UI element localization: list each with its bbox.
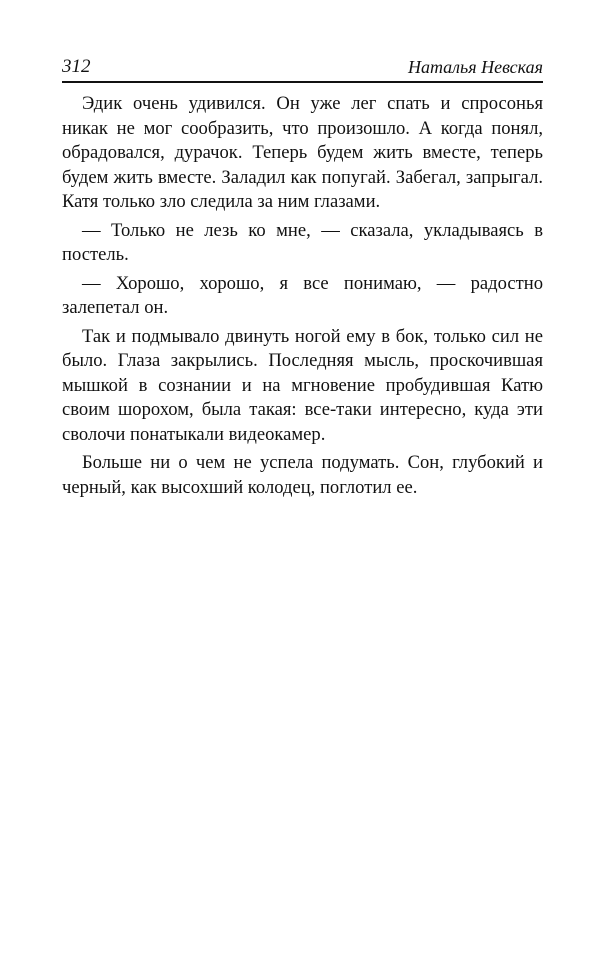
header-rule (62, 81, 543, 83)
paragraph-4: Так и подмывало двинуть ногой ему в бок, только сил не было. Глаза закрылись. Последняя мысль, проскочившая мышкой в сознании и на мгновение пробудившая Катю своим шорохом, была такая: все-таки интересно, куда эти сволочи понатыкали видеокамер. (62, 325, 543, 445)
paragraph-3: — Хорошо, хорошо, я все понимаю, — радостно залепетал он. (62, 272, 543, 318)
page-text (62, 92, 543, 500)
paragraph-1: Эдик очень удивился. Он уже лег спать и спросонья никак не мог сообразить, что произошло. А когда понял, обрадовался, дурачок. Теперь будем жить вместе, теперь будем жить вместе. Заладил как попугай. Забегал, запрыгал. Катя только зло следила за ним глазами. (62, 93, 543, 212)
running-head-author: Наталья Невская (407, 57, 543, 77)
paragraph-5: Больше ни о чем не успела подумать. Сон, глубокий и черный, как высохший колодец, поглотил ее. (62, 452, 543, 498)
page-number: 312 (62, 56, 91, 77)
page-header (62, 54, 543, 82)
paragraph-2: — Только не лезь ко мне, — сказала, укладываясь в постель. (62, 219, 543, 265)
